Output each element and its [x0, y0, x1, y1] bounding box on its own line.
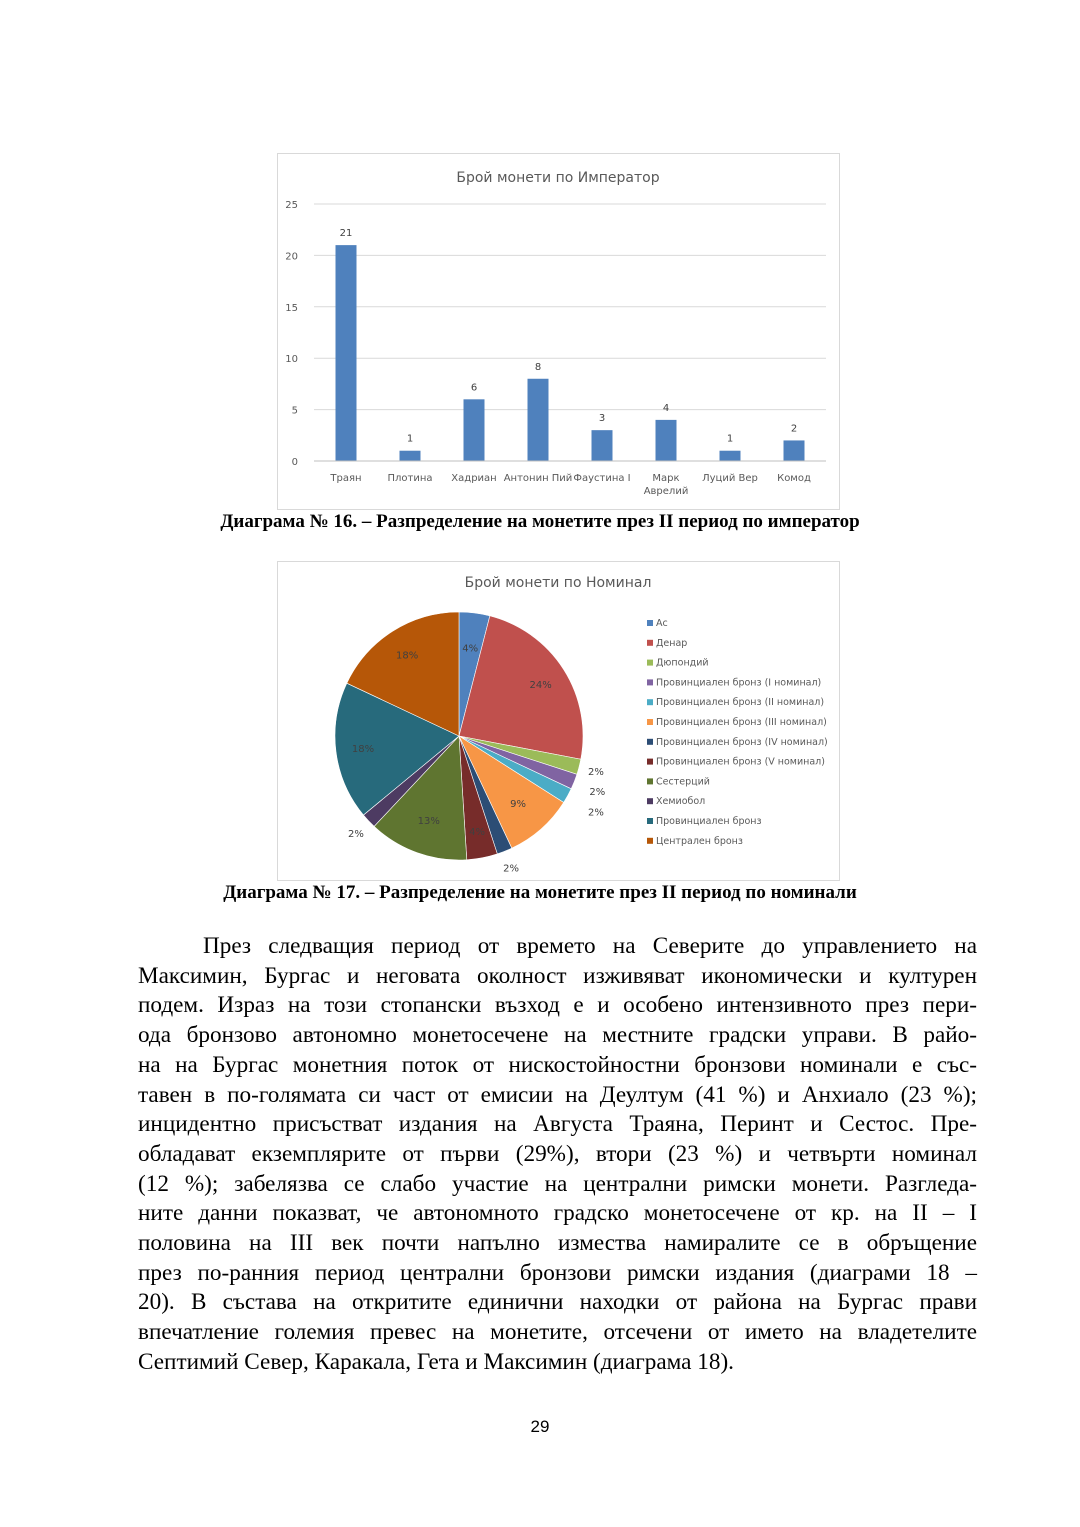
legend-label: Провинциален бронз (V номинал) — [656, 756, 825, 768]
bar — [400, 451, 421, 461]
body-line: през по-ранния период централни бронзови римски издания (диаграми 18 – — [138, 1259, 977, 1286]
legend-label: Провинциален бронз — [656, 816, 762, 827]
bar — [592, 430, 613, 461]
bar-chart-data-labels — [340, 228, 798, 445]
legend-label: Провинциален бронз (II номинал) — [656, 697, 825, 709]
body-paragraph — [138, 932, 977, 1378]
pie-chart — [278, 562, 839, 880]
body-line: През следващия период от времето на Северите до управлението на — [203, 933, 977, 959]
legend-label: Дюпондий — [656, 657, 709, 669]
legend-swatch — [647, 719, 653, 725]
pie-data-label: 9% — [510, 798, 526, 810]
x-tick-label: Плотина — [387, 473, 433, 484]
legend-swatch — [647, 679, 653, 685]
legend-swatch — [647, 818, 653, 824]
body-line: обладават екземплярите от първи (29%), втори (23 %) и четвърти номинал — [138, 1140, 977, 1167]
y-tick-label: 15 — [285, 302, 298, 314]
legend-swatch — [647, 620, 653, 626]
y-tick-label: 25 — [285, 200, 298, 211]
figure-17-caption: Диаграма № 17. – Разпределение на монетите през II период по номинали — [223, 882, 857, 903]
pie-chart-legend — [647, 618, 828, 847]
bar-chart-frame — [277, 153, 840, 510]
body-line: ните данни показват, че автономното градско монетосечене от кр. на II – I — [138, 1200, 977, 1227]
bar-data-label: 1 — [726, 433, 734, 445]
bar-data-label: 6 — [470, 382, 478, 394]
bar-chart-y-axis — [285, 200, 298, 468]
bar-chart-gridlines — [314, 204, 826, 461]
pie-data-label: 2% — [587, 807, 604, 819]
body-line: подем. Израз на този стопански възход е и особено интензивното през пери- — [138, 992, 977, 1019]
x-tick-label: Луций Вер — [702, 473, 758, 484]
bar — [464, 399, 485, 461]
y-tick-label: 5 — [291, 405, 298, 417]
bar-data-label: 4 — [662, 402, 670, 414]
body-line: инцидентно присъстват издания на Августа Траяна, Перинт и Сестос. Пре- — [138, 1111, 977, 1138]
pie-chart-slices — [335, 612, 583, 860]
bar — [784, 440, 805, 461]
pie-chart-title: Брой монети по Номинал — [464, 575, 652, 591]
pie-data-label: 18% — [396, 650, 419, 662]
x-tick-label: Траян — [330, 473, 362, 484]
pie-chart-frame — [277, 561, 840, 881]
body-line: ода бронзово автономно монетосечене на местните градски управи. В райо- — [138, 1022, 977, 1049]
bar — [528, 379, 549, 461]
bar-chart-bars — [336, 245, 805, 461]
x-tick-label: Антонин Пий — [503, 473, 573, 484]
bar-chart — [278, 154, 839, 509]
body-line: тавен в по-голямата си част от емисии на Деултум (41 %) и Анхиало (23 %); — [138, 1081, 977, 1108]
legend-label: Хемиобол — [656, 796, 706, 808]
y-tick-label: 20 — [285, 251, 298, 263]
pie-data-label: 4% — [469, 827, 486, 839]
pie-data-label: 2% — [503, 863, 519, 875]
bar — [720, 451, 741, 461]
bar — [336, 245, 357, 461]
legend-swatch — [647, 759, 653, 765]
legend-label: Денар — [656, 637, 688, 649]
y-tick-label: 0 — [291, 457, 298, 468]
bar-data-label: 21 — [339, 228, 353, 240]
y-tick-label: 10 — [285, 354, 298, 366]
legend-swatch — [647, 778, 653, 784]
legend-swatch — [647, 660, 653, 666]
x-tick-label: Фаустина I — [573, 473, 631, 484]
bar — [656, 420, 677, 461]
legend-swatch — [647, 838, 653, 844]
bar-chart-x-axis — [314, 461, 826, 497]
legend-label: Провинциален бронз (III номинал) — [656, 717, 827, 728]
bar-chart-title: Брой монети по Император — [456, 170, 660, 186]
pie-data-label: 24% — [529, 680, 552, 692]
bar-data-label: 8 — [534, 361, 542, 373]
pie-data-label: 4% — [462, 643, 479, 655]
legend-label: Ас — [656, 618, 668, 629]
page-number: 29 — [530, 1417, 550, 1436]
body-line: впечатление големия превес на монетите, отсечени от името на владетелите — [138, 1319, 977, 1346]
body-line: Септимий Север, Каракала, Гета и Максимин (диаграма 18). — [138, 1348, 734, 1375]
figure-16-caption: Диаграма № 16. – Разпределение на монетите през II период по император — [220, 511, 860, 532]
legend-label: Провинциален бронз (I номинал) — [656, 677, 822, 689]
body-line: (12 %); забелязва се слабо участие на централни римски монети. Разгледа- — [138, 1170, 977, 1197]
x-tick-label: Комод — [777, 473, 811, 484]
legend-swatch — [647, 640, 653, 646]
legend-swatch — [647, 739, 653, 745]
bar-data-label: 3 — [598, 413, 606, 425]
pie-data-label: 2% — [589, 786, 606, 798]
x-tick-label: Марк Аврелий — [643, 473, 689, 497]
pie-data-label: 13% — [417, 816, 440, 828]
body-line: половина на III век почти напълно измества намиралите се в обръщение — [138, 1230, 977, 1257]
pie-data-label: 2% — [587, 767, 604, 779]
pie-data-label: 18% — [351, 744, 375, 756]
bar-data-label: 2 — [790, 423, 798, 435]
pie-data-label: 2% — [348, 828, 364, 840]
legend-label: Сестерций — [656, 776, 710, 788]
bar-data-label: 1 — [406, 433, 414, 445]
legend-label: Централен бронз — [656, 835, 743, 847]
body-line: Максимин, Бургас и неговата околност изживяват икономически и културен — [138, 962, 977, 989]
legend-swatch — [647, 798, 653, 804]
legend-swatch — [647, 699, 653, 705]
body-line: на на Бургас монетния поток от нискостойностни бронзови номинали е със- — [138, 1051, 977, 1078]
body-line: 20). В състава на откритите единични находки от района на Бургас прави — [138, 1289, 977, 1316]
legend-label: Провинциален бронз (IV номинал) — [656, 736, 828, 748]
x-tick-label: Хадриан — [451, 473, 497, 484]
